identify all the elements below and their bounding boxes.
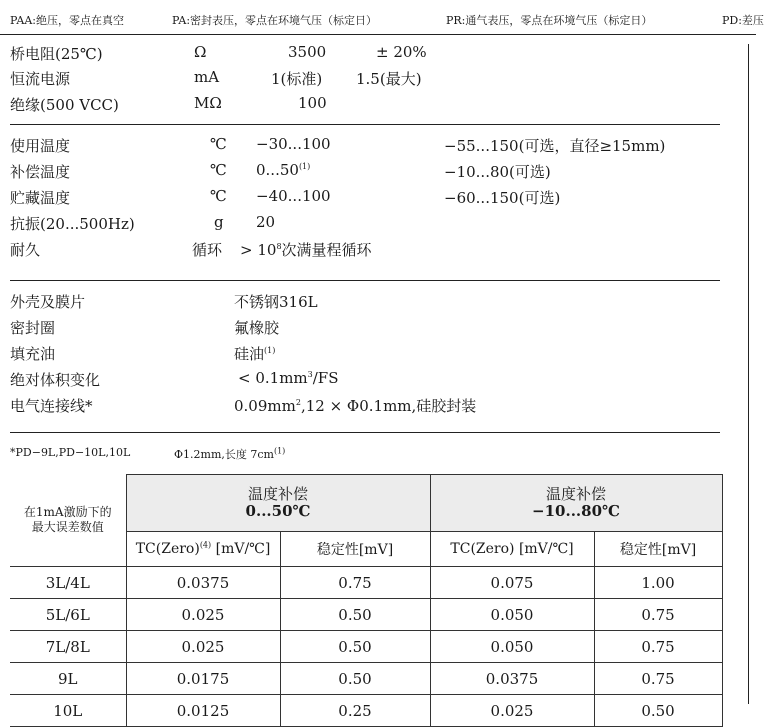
col-header-tc1	[126, 532, 280, 567]
row-unit: ℃	[210, 187, 227, 205]
footnote-mark: (1)	[298, 162, 311, 171]
col-header-stab1: 稳定性[mV]	[280, 532, 430, 567]
row-label: 恒流电源	[10, 70, 71, 88]
row-label: 贮藏温度	[10, 189, 71, 207]
durability-prefix: > 10	[240, 241, 277, 259]
footnote-mark: (4)	[199, 540, 212, 550]
table-row	[10, 599, 722, 631]
row-label: 桥电阻(25℃)	[10, 45, 103, 63]
row-extra: ± 20%	[376, 43, 427, 61]
section-rule	[10, 124, 720, 125]
header-rule	[0, 34, 756, 35]
group-title: 温度补偿	[546, 485, 607, 503]
materials-row	[0, 288, 740, 312]
row-label: 填充油	[10, 345, 56, 363]
row-label: 耐久	[10, 241, 41, 259]
row-extra: 1.5(最大)	[356, 70, 422, 88]
cell-model: 10L	[10, 695, 126, 727]
row-value: 20	[256, 213, 276, 231]
cell-model: 5L/6L	[10, 599, 126, 631]
cell-tc2: 0.0375	[430, 663, 594, 695]
volume-suffix: /FS	[312, 369, 339, 387]
value-text: 0...50	[256, 161, 299, 179]
row-unit: mA	[194, 68, 220, 86]
electrical-row	[0, 40, 740, 64]
materials-row	[0, 314, 740, 338]
row-unit: 循环	[192, 241, 223, 259]
row-value: 3500	[288, 43, 327, 61]
environment-row	[0, 132, 740, 156]
row-unit: MΩ	[194, 94, 222, 112]
row-label: 外壳及膜片	[10, 293, 86, 311]
table-row	[10, 663, 722, 695]
corner-line-2: 最大误差数值	[31, 520, 104, 535]
row-value: −40...100	[256, 187, 331, 205]
cell-tc1: 0.025	[126, 631, 280, 663]
group-range: 0...50℃	[245, 502, 311, 520]
row-unit: ℃	[210, 161, 227, 179]
cell-tc1: 0.025	[126, 599, 280, 631]
cell-stab1: 0.75	[280, 567, 430, 599]
row-optional: −10...80(可选)	[444, 163, 551, 181]
cell-tc1: 0.0125	[126, 695, 280, 727]
cell-stab1: 0.50	[280, 663, 430, 695]
cell-model: 9L	[10, 663, 126, 695]
cell-model: 3L/4L	[10, 567, 126, 599]
footnote-models: *PD−9L,PD−10L,10L	[10, 446, 131, 459]
row-unit: Ω	[194, 43, 207, 61]
environment-row	[0, 158, 740, 182]
cell-stab2: 0.75	[594, 599, 722, 631]
row-optional: −55...150(可选，直径≥15mm)	[444, 137, 666, 155]
cell-stab2: 1.00	[594, 567, 722, 599]
row-value	[240, 239, 372, 260]
page-right-rule	[748, 44, 749, 704]
col-header-tc2: TC(Zero) [mV/℃]	[430, 532, 594, 567]
materials-row	[0, 340, 740, 364]
row-label: 使用温度	[10, 137, 71, 155]
row-unit: g	[214, 213, 224, 231]
table-row	[10, 567, 722, 599]
volume-prefix: < 0.1mm	[238, 369, 308, 387]
tc-prefix: TC(Zero)	[135, 541, 200, 557]
header-paa: PAA:绝压，零点在真空	[10, 14, 124, 27]
header-pr: PR:通气表压，零点在环境气压（标定日）	[446, 14, 653, 27]
value-text: 硅油	[234, 345, 265, 363]
footnote-mark: (1)	[264, 346, 276, 355]
cell-stab2: 0.75	[594, 631, 722, 663]
row-value: 1(标准)	[271, 70, 323, 88]
wire-prefix: 0.09mm	[234, 397, 296, 415]
durability-exponent: 8	[276, 242, 282, 251]
durability-suffix: 次满量程循环	[281, 241, 372, 259]
cell-tc2: 0.075	[430, 567, 594, 599]
corner-line-1: 在1mA激励下的	[23, 505, 112, 520]
table-corner-label	[10, 475, 126, 567]
cell-stab2: 0.75	[594, 663, 722, 695]
cell-tc1: 0.0375	[126, 567, 280, 599]
group-header-2	[430, 475, 722, 532]
row-label: 绝对体积变化	[10, 371, 101, 389]
footnote-spec	[174, 446, 285, 462]
row-value: 100	[298, 94, 327, 112]
row-label: 绝缘(500 VCC)	[10, 96, 119, 114]
group-range: −10...80℃	[532, 502, 620, 520]
wire-suffix: ,12 × Φ0.1mm,硅胶封装	[300, 397, 477, 415]
section-rule	[10, 432, 720, 433]
durability-row	[0, 236, 740, 260]
table-row	[10, 695, 722, 727]
electrical-row	[0, 91, 740, 115]
environment-row	[0, 210, 740, 234]
footnote-mark: (1)	[273, 446, 286, 456]
cell-tc2: 0.025	[430, 695, 594, 727]
error-table	[10, 474, 723, 727]
cell-stab1: 0.50	[280, 599, 430, 631]
table-row	[10, 631, 722, 663]
cell-stab1: 0.50	[280, 631, 430, 663]
cell-tc2: 0.050	[430, 631, 594, 663]
electrical-row	[0, 65, 740, 89]
section-rule	[10, 280, 720, 281]
materials-row	[0, 366, 740, 390]
cell-model: 7L/8L	[10, 631, 126, 663]
wire-exponent: 2	[295, 398, 301, 407]
col-header-stab2: 稳定性[mV]	[594, 532, 722, 567]
group-title: 温度补偿	[248, 485, 309, 503]
volume-exponent: 3	[307, 370, 313, 379]
header-pa: PA:密封表压，零点在环境气压（标定日）	[172, 14, 378, 27]
group-header-1	[126, 475, 430, 532]
row-value: −30...100	[256, 135, 331, 153]
row-value	[234, 343, 275, 364]
materials-row	[0, 392, 740, 416]
environment-row	[0, 184, 740, 208]
cell-stab1: 0.25	[280, 695, 430, 727]
cell-tc1: 0.0175	[126, 663, 280, 695]
row-label: 电气连接线*	[10, 397, 93, 415]
row-label: 密封圈	[10, 319, 56, 337]
row-optional: −60...150(可选)	[444, 189, 561, 207]
header-pd: PD:差压	[722, 14, 764, 27]
row-value	[256, 161, 310, 179]
spec-text: Φ1.2mm,长度 7cm	[174, 448, 274, 461]
cell-tc2: 0.050	[430, 599, 594, 631]
row-unit: ℃	[210, 135, 227, 153]
row-value: 氟橡胶	[234, 319, 280, 337]
row-value	[238, 369, 338, 387]
row-value: 不锈钢316L	[234, 293, 318, 311]
row-label: 抗振(20...500Hz)	[10, 215, 135, 233]
cell-stab2: 0.50	[594, 695, 722, 727]
row-value	[234, 395, 476, 416]
row-label: 补偿温度	[10, 163, 71, 181]
tc-suffix: [mV/℃]	[211, 541, 271, 557]
